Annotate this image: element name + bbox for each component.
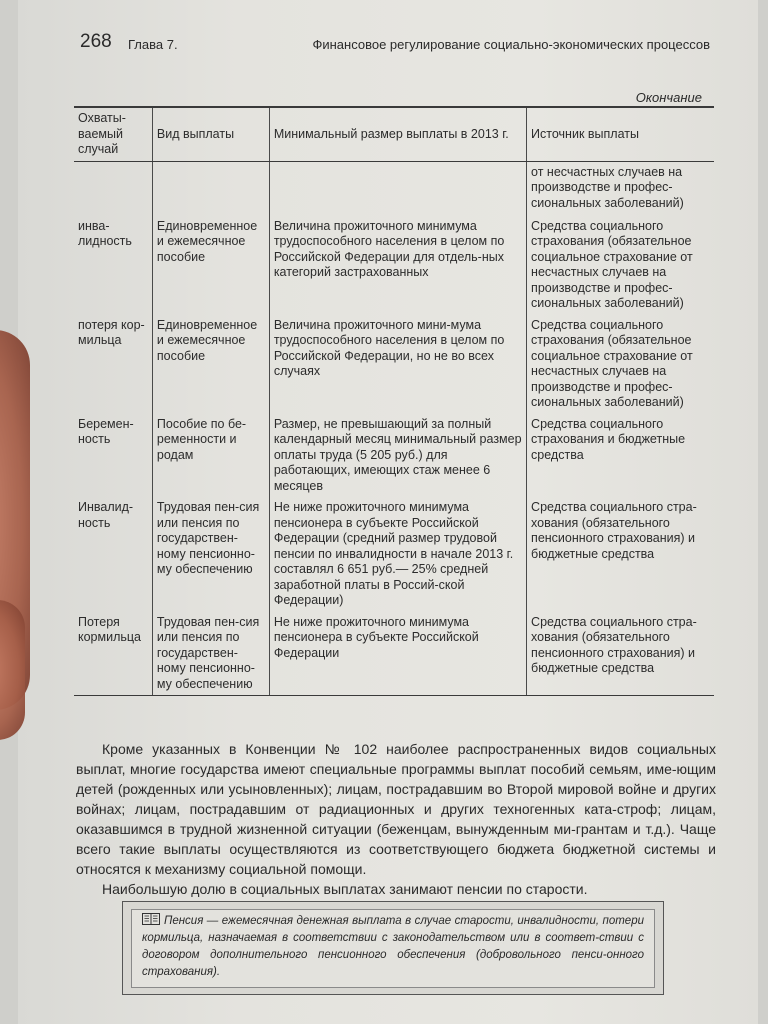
- case-cell: инва-лидность: [78, 218, 132, 248]
- min-amount-cell: Размер, не превышающий за полный календарный месяц минимальный размер оплаты труда (5 205 руб.) для работающих, имеющих стаж менее 6 месяцев: [269, 414, 526, 498]
- case-cell: Инвалид-ность: [78, 500, 134, 530]
- min-amount-cell: Величина прожиточного мини-мума трудоспособного населения в целом по Российской Федерации, но не во всех случаях: [269, 315, 526, 414]
- column-header: Охваты-ваемый случай: [74, 107, 152, 161]
- min-amount-cell: Не ниже прожиточного минимума пенсионера в субъекте Российской Федерации (средний размер трудовой пенсии по инвалидности в начале 2013 г. составлял 6 651 руб.— 25% средней заработной платы в Россий-ской Федерации): [269, 497, 526, 612]
- case-cell: Беремен-ность: [78, 416, 134, 446]
- payment-type-cell: Пособие по бе-ременности и родам: [152, 414, 269, 498]
- table-row: [74, 161, 714, 216]
- payment-type-cell: Единовременное и ежемесячное пособие: [152, 216, 269, 315]
- source-cell: Средства социального стра-хования (обязательного пенсионного страхования) и бюджетные средства: [527, 612, 714, 696]
- source-cell: Средства социального страхования (обязательное социальное страхование от несчастных случаев на производстве и профес-сиональных заболеваний): [527, 216, 714, 315]
- source-cell: Средства социального страхования (обязательное социальное страхование от несчастных случаев на производстве и профес-сиональных заболеваний): [527, 315, 714, 414]
- chapter-label: Глава 7.: [128, 37, 178, 52]
- case-cell: Потеря кормильца: [74, 612, 152, 696]
- min-amount-cell: Величина прожиточного минимума трудоспособного населения в целом по Российской Федерации для отдель-ных категорий застрахованных: [269, 216, 526, 315]
- payment-type-cell: Трудовая пен-сия или пенсия по государствен-ному пенсионно-му обеспечению: [152, 497, 269, 612]
- definition-text: Пенсия — ежемесячная денежная выплата в случае старости, инвалидности, потери кормильца, назначаемая в соответствии с законодательством или в соответ-ствии с договором дополнительного пенсионного обеспечения (добровольного пенси-онного страхования).: [142, 915, 644, 978]
- thumb-lower: [0, 600, 25, 740]
- paragraph: Наибольшую долю в социальных выплатах занимают пенсии по старости.: [102, 881, 588, 897]
- running-header: [80, 31, 710, 56]
- table-row: [74, 216, 714, 315]
- table-row: [74, 315, 714, 414]
- min-amount-cell: Не ниже прожиточного минимума пенсионера в субъекте Российской Федерации: [269, 612, 526, 696]
- definition-box: [122, 901, 664, 995]
- source-cell: Средства социального страхования и бюджетные средства: [527, 414, 714, 498]
- payment-type-cell: Единовременное и ежемесячное пособие: [152, 315, 269, 414]
- column-header: Вид выплаты: [152, 107, 269, 161]
- book-icon: [142, 913, 160, 925]
- case-cell: потеря кор-мильца: [78, 317, 145, 347]
- source-cell: от несчастных случаев на производстве и профес-сиональных заболеваний): [527, 161, 714, 216]
- payment-type-cell: [152, 161, 269, 216]
- source-cell: Средства социального стра-хования (обязательного пенсионного страхования) и бюджетные средства: [527, 497, 714, 612]
- payments-table: [74, 106, 714, 696]
- payment-type-cell: Трудовая пен-сия или пенсия по государствен-ному пенсионно-му обеспечению: [152, 612, 269, 696]
- case-cell: [74, 161, 152, 216]
- table-header-row: [74, 107, 714, 161]
- min-amount-cell: [269, 161, 526, 216]
- table-row: [74, 497, 714, 612]
- continuation-label: Окончание: [635, 90, 702, 105]
- column-header: Источник выплаты: [527, 107, 714, 161]
- paragraph: Кроме указанных в Конвенции № 102 наиболее распространенных видов социальных выплат, многие государства имеют специальные программы выплат пособий семьям, име-ющим детей (рожденных или усыновленных); лицам, пострадавшим во Второй мировой войне и других войнах; лицам, пострадавшим от радиационных и других техногенных ката-строф; лицам, оказавшимся в трудной жизненной ситуации (беженцам, вынужденным ми-грантам и т.д.). Чаще всего такие выплаты осуществляются из соответствующего бюджета бюджетной системы и относятся к механизму социальной помощи.: [76, 741, 716, 877]
- page-number: 268: [80, 31, 112, 52]
- column-header: Минимальный размер выплаты в 2013 г.: [269, 107, 526, 161]
- table-row: [74, 414, 714, 498]
- definition-inner: [131, 909, 655, 988]
- running-title: Финансовое регулирование социально-экономических процессов: [312, 37, 710, 52]
- table-row: [74, 612, 714, 696]
- body-text: [76, 739, 716, 899]
